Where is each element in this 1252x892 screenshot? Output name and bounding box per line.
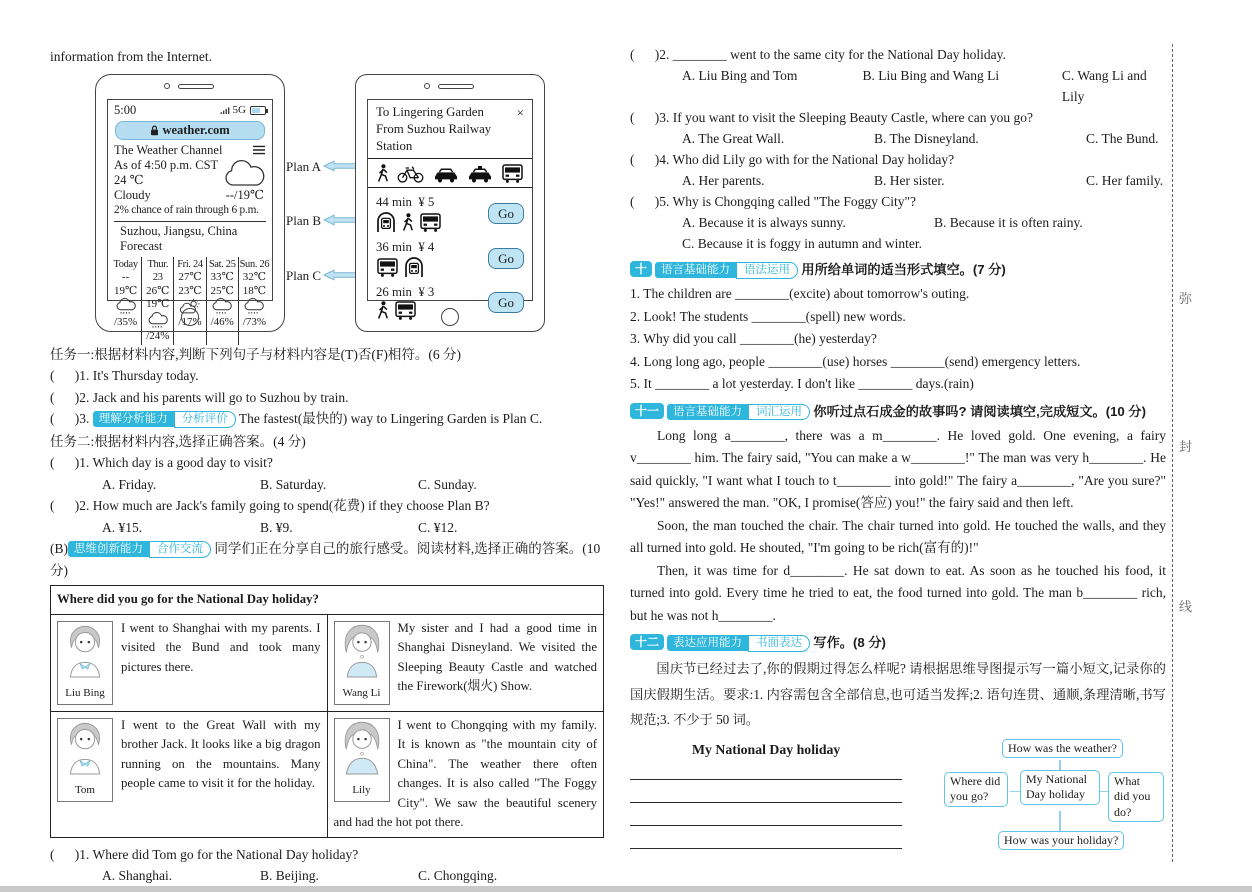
- car-icon[interactable]: [433, 167, 459, 183]
- options-row: [630, 65, 1166, 107]
- bus-icon: [376, 258, 399, 277]
- question: ( )1. Which day is a good day to visit?: [50, 455, 273, 470]
- girl-avatar-icon: [337, 720, 387, 774]
- seal-char-xian: 线: [1179, 599, 1193, 614]
- section-title: 你听过点石成金的故事吗? 请阅读填空,完成短文。(10 分): [813, 403, 1147, 419]
- tablet-screen: [367, 99, 533, 310]
- share-cell-wang-li: [327, 614, 604, 711]
- option-b[interactable]: B. Liu Bing and Wang Li: [862, 68, 1000, 83]
- bus-icon: [419, 213, 442, 232]
- section-11-header: [630, 401, 1166, 422]
- section-title: 用所给单词的适当形式填空。(7 分): [801, 262, 1006, 277]
- condition-label: Cloudy: [114, 187, 151, 202]
- plan-a-row: 44 min ¥ 5 Go: [368, 188, 532, 233]
- girl-avatar-icon: [337, 623, 387, 677]
- status-time: 5:00: [114, 102, 137, 117]
- ability-badge: 表达应用能力: [667, 635, 748, 651]
- section-number: 十: [630, 261, 652, 277]
- option-a[interactable]: A. Because it is always sunny.: [682, 215, 846, 230]
- cloze-paragraph: Soon, the man touched the chair. The chair turned into gold. He touched the walls, and they all turned into gold. He shouted, "I'm going to be rich(富有的)!": [630, 517, 1166, 555]
- devices-figure: [50, 70, 604, 342]
- student-name: Liu Bing: [65, 687, 105, 699]
- tablet-home-button[interactable]: [441, 308, 459, 326]
- plan-c-row: 26 min ¥ 3 Go: [368, 278, 532, 321]
- cloze-passage: [630, 425, 1166, 628]
- bus-icon[interactable]: [501, 164, 524, 183]
- mindmap-node-center: My National Day holiday: [1020, 770, 1100, 805]
- share-cell-lily: [327, 711, 604, 837]
- question: ( )2. ________ went to the same city for the National Day holiday.: [630, 47, 1006, 62]
- question: ( )1. Where did Tom go for the National Day holiday?: [50, 846, 359, 862]
- signal-icon: [220, 106, 231, 115]
- current-temp: 24 ℃: [114, 172, 144, 187]
- skill-badge: 书面表达: [748, 635, 810, 652]
- options-row: [50, 865, 604, 887]
- forecast-col: Sat. 25 33℃ 25℃ /46%: [206, 257, 238, 346]
- url-text: weather.com: [162, 122, 230, 137]
- mindmap-connector: [1010, 791, 1020, 793]
- subway-icon: [404, 256, 424, 277]
- partB-intro: (B) 思维创新能力 合作交流 同学们正在分享自己的旅行感受。阅读材料,选择正确的答案。(10 分): [50, 541, 601, 578]
- phone-mockup: [95, 74, 285, 342]
- plan-b-label: Plan B: [286, 210, 364, 232]
- weather-info: [108, 143, 272, 257]
- option-a[interactable]: A. The Great Wall.: [682, 131, 785, 146]
- options-row: [50, 474, 604, 496]
- tablet-speaker: [438, 84, 474, 89]
- fill-item: 1. The children are ________(excite) about tomorrow's outing.: [630, 286, 970, 301]
- skill-badge: 合作交流: [149, 541, 211, 558]
- skill-badge: 词汇运用: [748, 404, 810, 421]
- forecast-table: [108, 257, 272, 346]
- section-number: 十一: [630, 403, 664, 419]
- task1-heading: 任务一:根据材料内容,判断下列句子与材料内容是(T)否(F)相符。(6 分): [50, 346, 461, 362]
- hi-lo-label: --/19℃: [225, 187, 264, 202]
- student-quote: I went to Chongqing with my family. It is known as "the mountain city of China". The weather there often changes. It is also called "The Foggy City". We saw the beautiful scenery and had the hot pot there.: [333, 717, 597, 829]
- phone-home-button[interactable]: [181, 308, 199, 326]
- question: ( )4. Who did Lily go with for the National Day holiday?: [630, 152, 955, 167]
- walk-icon[interactable]: [376, 164, 389, 183]
- tablet-camera-dot: [424, 83, 430, 89]
- ability-badge: 语言基础能力: [667, 404, 748, 420]
- rain-cloud-icon: [115, 298, 137, 316]
- student-quote: I went to the Great Wall with my brother Jack. It looks like a big dragon running on the mountains. Many people came to visit it for the holiday.: [121, 717, 321, 790]
- phone-speaker: [178, 84, 214, 89]
- option-b[interactable]: B. Saturday.: [260, 476, 327, 492]
- route-header: [368, 100, 532, 159]
- taxi-icon[interactable]: [467, 166, 493, 183]
- intro-text: information from the Internet.: [50, 49, 212, 64]
- go-button-plan-b[interactable]: Go: [488, 248, 524, 269]
- battery-icon: [250, 106, 266, 115]
- share-cell-tom: [51, 711, 328, 837]
- plan-b-row: 36 min ¥ 4 Go: [368, 233, 532, 278]
- student-name: Lily: [352, 784, 371, 796]
- seal-dashed-line: [1172, 44, 1173, 862]
- mindmap: [942, 739, 1166, 865]
- writing-line[interactable]: [630, 779, 902, 780]
- options-row: [50, 517, 604, 539]
- options-row: [630, 233, 1166, 254]
- option-b[interactable]: B. Her sister.: [874, 173, 945, 188]
- fill-item: 2. Look! The students ________(spell) new words.: [630, 308, 906, 324]
- student-name: Tom: [74, 784, 95, 796]
- seal-char-mi: 弥: [1179, 291, 1193, 306]
- student-name: Wang Li: [342, 687, 381, 699]
- walk-icon: [376, 301, 389, 320]
- section-number: 十二: [630, 634, 664, 650]
- cloud-icon: [222, 159, 268, 189]
- forecast-col: Thur. 23 26℃ 19℃ /24%: [141, 257, 173, 346]
- option-c[interactable]: C. Wang Li and Lily: [1061, 68, 1147, 104]
- phone-camera-dot: [164, 83, 170, 89]
- tf-item: ( )1. It's Thursday today.: [50, 368, 199, 383]
- rain-cloud-icon: [147, 312, 169, 330]
- question: ( )5. Why is Chongqing called "The Foggy City"?: [630, 194, 917, 209]
- network-label: 5G: [232, 103, 246, 116]
- writing-instructions: 国庆节已经过去了,你的假期过得怎么样呢? 请根据思维导图提示写一篇小短文,记录你的国庆假期生活。要求:1. 内容需包含全部信息,也可适当发挥;2. 语句连贯、通顺,条理清晰,书写规范;3. 不少于 50 词。: [630, 661, 1166, 727]
- rain-chance-label: 2% chance of rain through 6 p.m.: [114, 203, 266, 222]
- plan-c-label: Plan C: [286, 265, 364, 287]
- question: ( )2. How much are Jack's family going to spend(花费) if they choose Plan B?: [50, 498, 490, 513]
- section-12-header: [630, 632, 1166, 653]
- essay-area: [630, 737, 1166, 869]
- option-b[interactable]: B. Beijing.: [260, 868, 319, 883]
- skill-badge: 语法运用: [736, 262, 798, 279]
- mindmap-connector: [1059, 760, 1061, 770]
- tf-item: ( )2. Jack and his parents will go to Suzhou by train.: [50, 389, 349, 405]
- route-destination: To Lingering Garden: [376, 104, 484, 119]
- transport-modes-row: [368, 159, 532, 188]
- rain-cloud-icon: [211, 298, 233, 316]
- phone-statusbar: [108, 100, 272, 119]
- forecast-col: Fri. 24 27℃ 23℃ /17%: [173, 257, 205, 346]
- student-quote: My sister and I had a good time in Shanghai Disneyland. We visited the Sleeping Beauty Castle and watched the Firework(烟火) Show.: [397, 620, 597, 693]
- option-a[interactable]: A. Shanghai.: [102, 868, 173, 883]
- phone-screen: [107, 99, 273, 342]
- option-c[interactable]: C. Chongqing.: [418, 868, 498, 883]
- option-c[interactable]: C. Sunday.: [418, 476, 477, 492]
- page-bottom-bar: [0, 886, 1252, 892]
- share-table: [50, 585, 604, 838]
- writing-line[interactable]: [630, 825, 902, 826]
- bus-icon: [394, 301, 417, 320]
- fill-item: 4. Long long ago, people ________(use) horses ________(send) emergency letters.: [630, 353, 1081, 369]
- boy-avatar-icon: [60, 623, 110, 677]
- writing-line[interactable]: [630, 848, 902, 849]
- mindmap-connector: [1100, 791, 1108, 793]
- tablet-mockup: [355, 74, 545, 332]
- skill-badge: 分析评价: [174, 411, 236, 428]
- share-cell-liu-bing: [51, 614, 328, 711]
- option-c[interactable]: C. ¥12.: [418, 519, 458, 535]
- avatar-wang-li: [334, 621, 390, 705]
- forecast-title: Suzhou, Jiangsu, China Forecast: [120, 223, 238, 253]
- tf-item: ( )3. 理解分析能力 分析评价 The fastest(最快的) way to Lingering Garden is Plan C.: [50, 411, 543, 426]
- plan-a-label: Plan A: [286, 156, 364, 178]
- forecast-col: Today -- 19℃ /35%: [113, 258, 138, 328]
- option-a[interactable]: A. ¥15.: [102, 519, 143, 535]
- avatar-liu-bing: [57, 621, 113, 705]
- mindmap-node-weather: How was the weather?: [1002, 739, 1123, 759]
- options-row: [630, 212, 1166, 233]
- task2-heading: 任务二:根据材料内容,选择正确答案。(4 分): [50, 433, 306, 449]
- forecast-col: Sun. 26 32℃ 18℃ /73%: [238, 257, 270, 346]
- options-row: [630, 128, 1166, 149]
- option-c[interactable]: C. Her family.: [1086, 173, 1164, 188]
- url-bar[interactable]: [115, 121, 265, 140]
- go-button-plan-c[interactable]: Go: [488, 292, 524, 313]
- lock-icon: [150, 125, 159, 136]
- ability-badge: 理解分析能力: [93, 411, 174, 427]
- fill-item: 3. Why did you call ________(he) yesterday?: [630, 331, 877, 346]
- student-quote: I went to Shanghai with my parents. I visited the Bund and took many pictures there.: [121, 620, 321, 674]
- cloze-paragraph: Then, it was time for d________. He sat down to eat. As soon as he touched his food, it turned into gold. Every time he tried to eat, the food turned into gold. The man b________ rich, but he was not h________.: [630, 562, 1166, 623]
- option-a[interactable]: A. Liu Bing and Tom: [682, 68, 798, 83]
- route-origin: From Suzhou Railway Station: [376, 121, 492, 153]
- option-c[interactable]: C. Because it is foggy in autumn and winter.: [682, 236, 922, 251]
- ability-badge: 语言基础能力: [655, 262, 736, 278]
- close-icon[interactable]: ×: [516, 104, 524, 120]
- option-c[interactable]: C. The Bund.: [1086, 131, 1159, 146]
- option-a[interactable]: A. Friday.: [102, 476, 157, 492]
- fill-item: 5. It ________ a lot yesterday. I don't like ________ days.(rain): [630, 376, 974, 391]
- seal-char-feng: 封: [1179, 439, 1193, 454]
- rain-cloud-icon: [243, 298, 265, 316]
- mindmap-node-how: How was your holiday?: [998, 831, 1124, 851]
- ability-badge: 思维创新能力: [68, 541, 149, 557]
- essay-title: My National Day holiday: [692, 741, 841, 757]
- question: ( )3. If you want to visit the Sleeping Beauty Castle, where can you go?: [630, 110, 1034, 125]
- option-b[interactable]: B. ¥9.: [260, 519, 293, 535]
- options-row: [630, 170, 1166, 191]
- section-10-header: [630, 259, 1166, 280]
- section-title: 写作。(8 分): [813, 635, 886, 650]
- bike-icon[interactable]: [397, 165, 424, 183]
- mindmap-node-where: Where did you go?: [944, 772, 1008, 807]
- avatar-lily: [334, 718, 390, 802]
- writing-line[interactable]: [630, 802, 902, 803]
- left-column: [50, 46, 604, 887]
- boy-avatar-icon: [60, 720, 110, 774]
- option-b[interactable]: B. Because it is often rainy.: [934, 215, 1083, 230]
- mindmap-connector: [1059, 811, 1061, 831]
- option-b[interactable]: B. The Disneyland.: [874, 131, 979, 146]
- share-table-title: Where did you go for the National Day holiday?: [51, 586, 604, 615]
- cloze-paragraph: Long long a________, there was a m________. He loved gold. One evening, a fairy v________ him. The fairy said, "You can make a w________!" The man was very h________. He said quickly, "I want what I touch to t________ into gold!" The fairy a________, "Are you sure?" "Yes!" answered the man. "OK, I promise(答应) you!" the fairy said and then left.: [630, 427, 1166, 510]
- weather-channel-label: The Weather Channel: [114, 142, 223, 157]
- right-column: [630, 44, 1166, 869]
- walk-icon: [401, 213, 414, 232]
- as-of-label: As of 4:50 p.m. CST: [114, 157, 219, 172]
- subway-icon: [376, 211, 396, 232]
- mindmap-node-what: What did you do?: [1108, 772, 1164, 823]
- go-button-plan-a[interactable]: Go: [488, 203, 524, 224]
- option-a[interactable]: A. Her parents.: [682, 173, 765, 188]
- avatar-tom: [57, 718, 113, 802]
- menu-icon[interactable]: [252, 145, 266, 155]
